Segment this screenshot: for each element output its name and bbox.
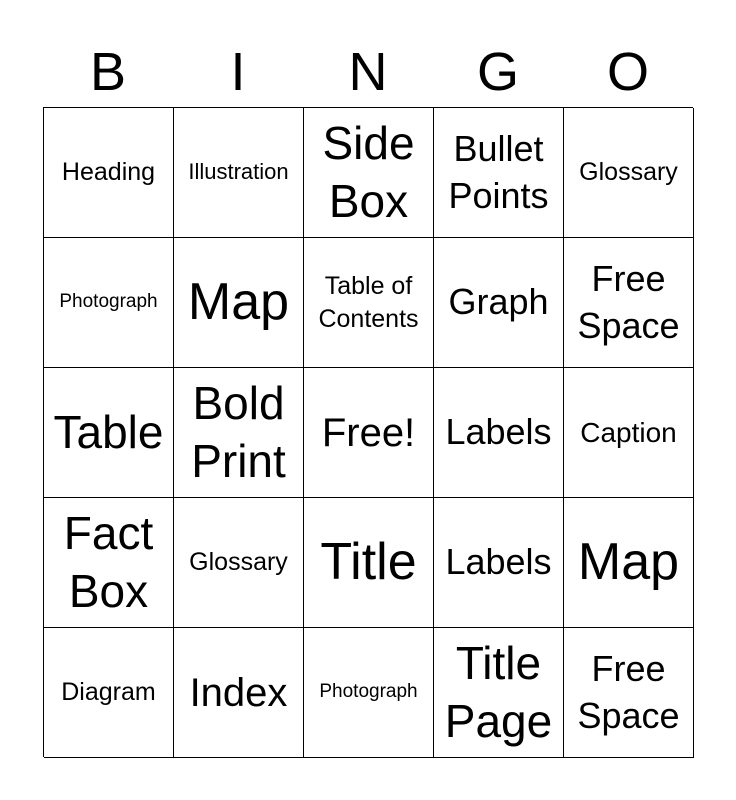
cell-label: Table — [53, 405, 164, 458]
bingo-cell[interactable] — [434, 498, 564, 628]
bingo-cell[interactable] — [304, 108, 434, 238]
bingo-cell[interactable] — [174, 498, 304, 628]
header-letter-n: N — [348, 42, 388, 102]
header-letter-g: G — [476, 42, 519, 102]
cell-label: Free! — [321, 410, 416, 455]
bingo-cell[interactable] — [44, 108, 174, 238]
bingo-cell[interactable] — [564, 628, 694, 758]
cell-label: Map — [187, 272, 290, 331]
cell-label: Graph — [448, 281, 549, 323]
bingo-cell[interactable] — [304, 498, 434, 628]
bingo-cell[interactable] — [174, 368, 304, 498]
bingo-cell[interactable] — [174, 108, 304, 238]
cell-label: Glossary — [579, 158, 678, 187]
bingo-cell[interactable] — [174, 628, 304, 758]
cell-label: Bullet Points — [448, 127, 549, 216]
bingo-cell[interactable] — [434, 108, 564, 238]
cell-label: Table of Contents — [318, 272, 419, 333]
cell-label: Bold Print — [191, 377, 286, 487]
bingo-cell[interactable] — [44, 498, 174, 628]
cell-label: Free Space — [577, 257, 680, 346]
cell-label: Index — [189, 670, 288, 715]
header-letter-b: B — [89, 42, 127, 102]
bingo-board — [43, 107, 693, 757]
bingo-cell[interactable] — [44, 368, 174, 498]
bingo-cell[interactable] — [304, 238, 434, 368]
cell-label: Diagram — [61, 678, 156, 707]
header-letter-o: O — [606, 42, 649, 102]
cell-label: Illustration — [188, 159, 289, 185]
bingo-cell[interactable] — [434, 368, 564, 498]
bingo-cell[interactable] — [434, 238, 564, 368]
bingo-cell[interactable] — [564, 108, 694, 238]
bingo-cell[interactable] — [304, 628, 434, 758]
bingo-cell[interactable] — [44, 238, 174, 368]
bingo-cell free-space[interactable] — [304, 368, 434, 498]
cell-label: Photograph — [319, 681, 418, 703]
cell-label: Free Space — [577, 647, 680, 736]
cell-label: Title — [320, 532, 417, 591]
bingo-cell[interactable] — [44, 628, 174, 758]
bingo-cell[interactable] — [564, 498, 694, 628]
cell-label: Labels — [445, 541, 552, 583]
bingo-cell[interactable] — [174, 238, 304, 368]
cell-label: Fact Box — [63, 507, 154, 617]
bingo-cell[interactable] — [564, 368, 694, 498]
bingo-header — [43, 40, 693, 104]
cell-label: Labels — [445, 411, 552, 453]
bingo-cell[interactable] — [434, 628, 564, 758]
cell-label: Glossary — [189, 548, 288, 577]
header-letter-i: I — [230, 42, 246, 102]
cell-label: Title Page — [444, 637, 553, 747]
cell-label: Side Box — [322, 117, 415, 227]
cell-label: Map — [577, 532, 680, 591]
cell-label: Photograph — [59, 291, 158, 313]
bingo-cell[interactable] — [564, 238, 694, 368]
cell-label: Heading — [61, 158, 156, 187]
cell-label: Caption — [580, 416, 677, 448]
